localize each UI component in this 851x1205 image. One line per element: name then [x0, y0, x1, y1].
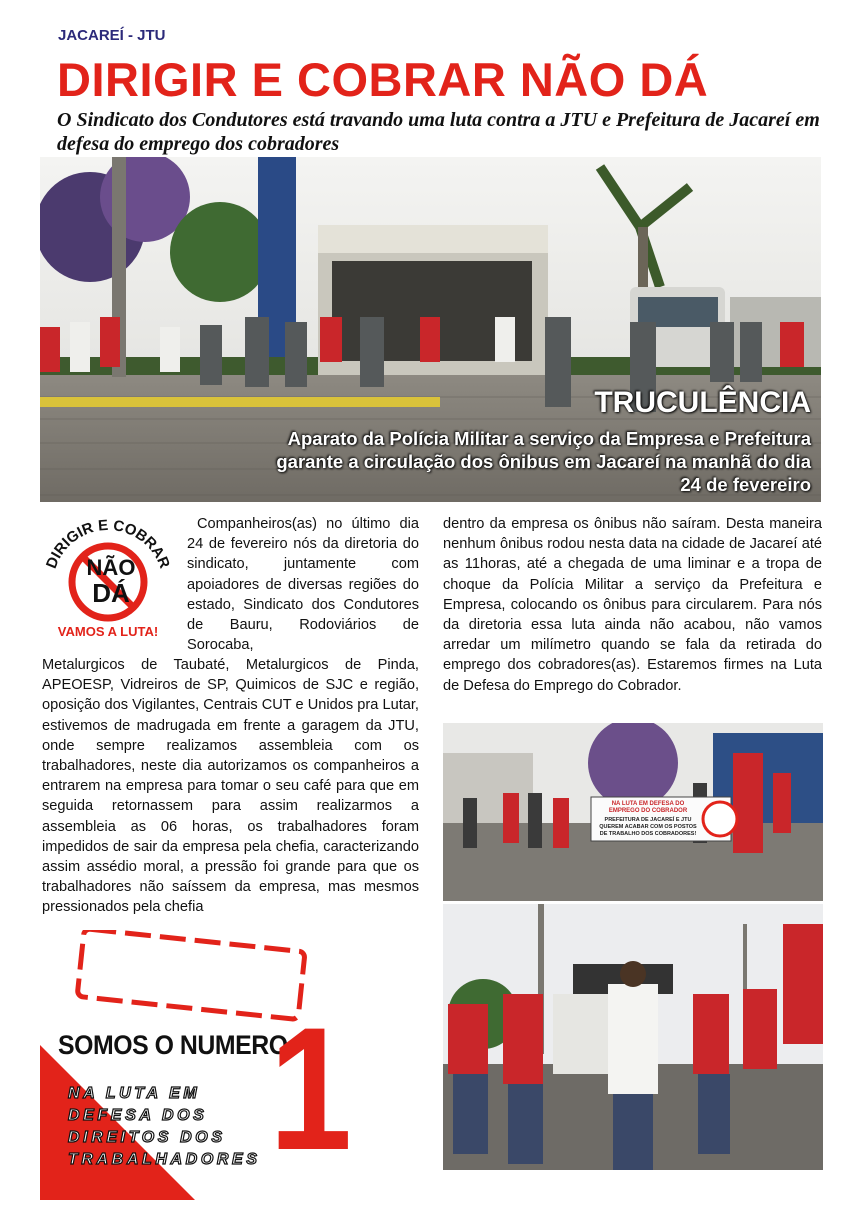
article-paragraph: Companheiros(as) no último dia 24 de fevereiro nós da diretoria do sindicato, juntamente com apoiadores de diversas regiões do estado, Sindicato dos Condutores de Bauru, Rodoviários de Sorocaba, [187, 516, 419, 654]
luta-line: NA LUTA EM [68, 1085, 201, 1102]
luta-line: TRABALHADORES [68, 1151, 261, 1168]
no-symbol-icon [38, 510, 178, 645]
protest-photo-illustration [443, 723, 823, 901]
workers-gathering-photo [443, 904, 823, 1170]
subheadline: O Sindicato dos Condutores está travando uma luta contra a JTU e Prefeitura de Jacareí em defesa do emprego dos cobradores [57, 109, 820, 155]
badge-slogan: VAMOS A LUTA! [57, 624, 159, 639]
luta-em-defesa-text [68, 1083, 263, 1171]
dirigir-e-cobrar-nao-da-badge [38, 510, 178, 645]
badge-da: DÁ [92, 578, 130, 608]
banner-line-1: NA LUTA EM DEFESA DO [611, 801, 685, 807]
banner-line-5: DE TRABALHO DOS COBRADORES! [599, 831, 697, 837]
badge-arc-text: DIRIGIR E COBRAR [42, 516, 174, 571]
protest-banner-photo [443, 723, 823, 901]
article-paragraph: Metalurgicos de Taubaté, Metalurgicos de Pinda, APEOESP, Vidreiros de SP, Quimicos de SJC e região, oposição dos Vigilantes, Centrais CUT e Unidos pra Lutar, estivemos de madrugada em frente a garagem da JTU, onde sempre realizamos assembleia com os trabalhadores, neste dia autorizamos os companheiros a entrarem na empresa para tomar o seu café para que em seguida retornassem para assim realizarmos a assembleia as 06 horas, os trabalhadores foram impedidos de sair da empresa pela chefia, caracterizando assim assédio moral, a pressão foi grande para que os trabalhadores não saíssem da empresa, mas mesmos pressionados pela chefia [42, 657, 419, 916]
headline: DIRIGIR E COBRAR NÃO DÁ [57, 53, 709, 106]
photo-caption-text: Aparato da Polícia Militar a serviço da Empresa e Prefeitura garante a circulação dos ônibus em Jacareí na manhã do dia 24 de fevereiro [276, 428, 811, 495]
somos-o-numero-text: SOMOS O NUMERO [58, 1030, 288, 1060]
article-paragraph: dentro da empresa os ônibus não saíram. Desta maneira nenhum ônibus rodou nesta data na cidade de Jacareí até as 11horas, até a chegada de uma liminar e a tropa de choque da Polícia Militar a serviço da Prefeitura e Empresa, colocando os ônibus para circularem. Para nós da diretoria essa luta ainda não acabou, não vamos arredar um milímetro quando se fala da retirada do emprego dos cobradores(as). Estaremos firmes na Luta de Defesa do Emprego do Cobrador. [443, 516, 822, 694]
article-column-1-bottom [42, 655, 419, 918]
section-tag: JACAREÍ - JTU [58, 27, 166, 44]
luta-line: DEFESA DOS [68, 1107, 208, 1124]
photo-caption-title: TRUCULÊNCIA [594, 386, 811, 419]
badge-nao: NÃO [86, 555, 136, 580]
gathering-photo-illustration [443, 904, 823, 1170]
luta-line: DIREITOS DOS [68, 1129, 226, 1146]
banner-line-4: QUEREM ACABAR COM OS POSTOS [599, 824, 697, 830]
banner-line-3: PREFEITURA DE JACAREÍ E JTU [604, 817, 692, 823]
article-column-2 [443, 514, 822, 696]
number-one: 1 [269, 992, 353, 1187]
banner-line-2: EMPREGO DO COBRADOR [608, 808, 688, 814]
article-column-1-top [187, 514, 419, 655]
